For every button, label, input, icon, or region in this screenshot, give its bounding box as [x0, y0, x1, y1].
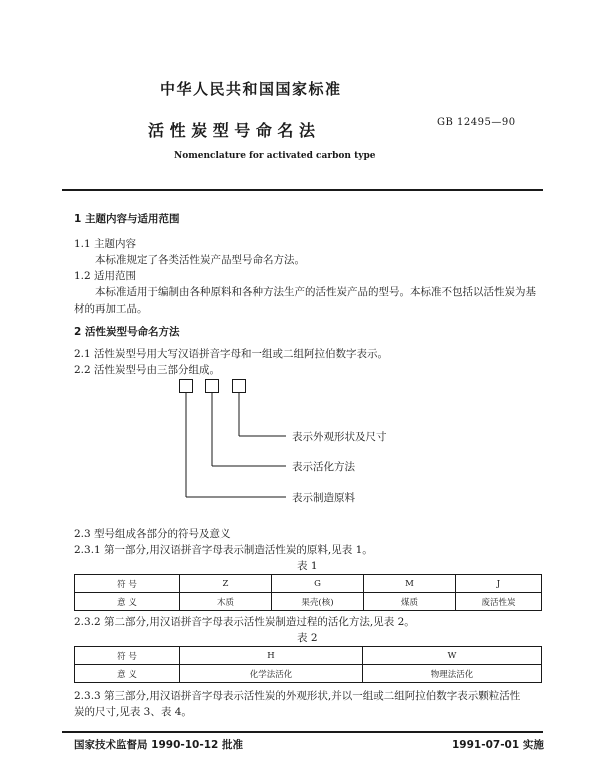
table-row: [75, 647, 542, 665]
table-cell: M: [364, 575, 456, 593]
effective-date: 1991-07-01 实施: [452, 739, 544, 751]
section-2-heading: 2 活性炭型号命名方法: [74, 326, 180, 338]
table-2: [74, 646, 542, 683]
section-2-3-3-line-1: 2.3.3 第三部分,用汉语拼音字母表示活性炭的外观形状,并以一组或二组阿拉伯数字表示颗粒活性: [74, 690, 521, 702]
english-subtitle: Nomenclature for activated carbon type: [174, 151, 376, 161]
section-2-1: 2.1 活性炭型号用大写汉语拼音字母和一组或二组阿拉伯数字表示。: [74, 348, 389, 360]
section-1-2-title: 1.2 适用范围: [74, 270, 137, 282]
table-cell: 废活性炭: [456, 593, 542, 611]
section-2-3-2: 2.3.2 第二部分,用汉语拼音字母表示活性炭制造过程的活化方法,见表 2。: [74, 616, 415, 628]
issuing-authority: 中华人民共和国国家标准: [160, 80, 342, 98]
table-1-caption: 表 1: [297, 560, 318, 572]
diagram-label-activation-method: 表示活化方法: [292, 461, 355, 473]
section-2-3: 2.3 型号组成各部分的符号及意义: [74, 528, 231, 540]
section-1-2-body-line-2: 材的再加工品。: [74, 303, 148, 315]
table-row: [75, 593, 542, 611]
section-1-2-body-line-1: 本标准适用于编制由各种原料和各种方法生产的活性炭产品的型号。本标准不包括以活性炭为基: [95, 286, 536, 298]
table-cell: G: [272, 575, 364, 593]
table-2-caption: 表 2: [297, 632, 318, 644]
document-title: 活 性 炭 型 号 命 名 法: [148, 121, 315, 140]
section-2-3-1: 2.3.1 第一部分,用汉语拼音字母表示制造活性炭的原料,见表 1。: [74, 544, 373, 556]
footer-divider: [62, 731, 543, 733]
table-cell: Z: [180, 575, 272, 593]
section-2-3-3-line-2: 炭的尺寸,见表 3、表 4。: [74, 706, 192, 718]
table-cell: 煤质: [364, 593, 456, 611]
table-cell: 木质: [180, 593, 272, 611]
table-cell: 符 号: [75, 647, 180, 665]
table-cell: W: [363, 647, 542, 665]
approval-date: 国家技术监督局 1990-10-12 批准: [74, 739, 243, 751]
table-cell: 果壳(核): [272, 593, 364, 611]
table-cell: 符 号: [75, 575, 180, 593]
diagram-label-raw-material: 表示制造原料: [292, 492, 355, 504]
section-1-heading: 1 主题内容与适用范围: [74, 213, 180, 225]
standard-number: GB 12495—90: [437, 117, 516, 128]
table-row: [75, 665, 542, 683]
section-1-1-title: 1.1 主题内容: [74, 238, 137, 250]
table-cell: 意 义: [75, 665, 180, 683]
section-1-1-body: 本标准规定了各类活性炭产品型号命名方法。: [95, 254, 305, 266]
diagram-label-shape-size: 表示外观形状及尺寸: [292, 431, 387, 443]
table-cell: 化学法活化: [180, 665, 363, 683]
table-cell: 物理法活化: [363, 665, 542, 683]
table-1: [74, 574, 542, 611]
section-2-2: 2.2 活性炭型号由三部分组成。: [74, 364, 221, 376]
table-cell: J: [456, 575, 542, 593]
table-row: [75, 575, 542, 593]
table-cell: 意 义: [75, 593, 180, 611]
table-cell: H: [180, 647, 363, 665]
